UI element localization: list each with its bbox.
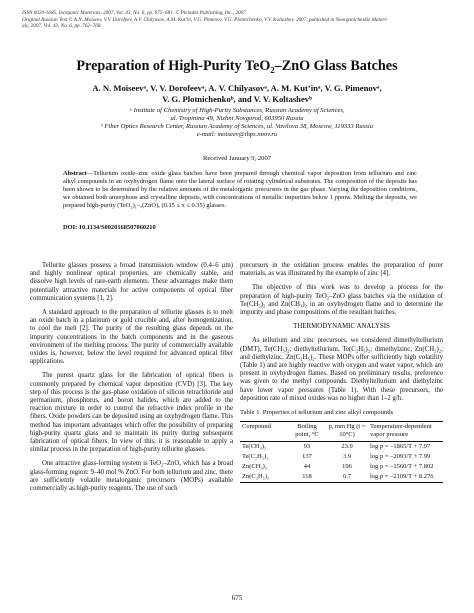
right-column [240, 262, 443, 483]
abstract-label: Abstract [63, 170, 87, 177]
header-pressure: p, mm Hg (t = 10°C) [326, 422, 368, 441]
page-number: 675 [231, 594, 243, 602]
cell-pressure: 23.9 [341, 442, 353, 450]
cell-boiling-point: 44 [303, 463, 311, 471]
cell-compound: Zn(CH₃)₂ [242, 463, 268, 471]
cell-boiling-point: 137 [302, 452, 312, 460]
left-paragraph-1: Tellurite glasses possess a broad transmission window (0.4–6 μm) and highly nonlinear optical properties, are chemically stable, and dissolve high levels of rare-earth elements. These advantages make them potentially attractive materials for active components of optical fiber communication systems [1, 2]. [30, 262, 233, 302]
authors-line-1: A. N. Moiseevᵃ, V. V. Dorofeevᵃ, A. V. Chilyasovᵃ, A. M. Kut’inᵃ, V. G. Pimenovᵃ, [92, 83, 382, 93]
author-list [20, 83, 454, 105]
header-line-1: ISSN 0020-1685, Inorganic Materials, 2007, Vol. 43, No. 6, pp. 675–681. © Pleiades Publishing, Inc., 2007 [22, 10, 246, 16]
journal-header [22, 10, 454, 30]
right-paragraph-2: The objective of this work was to develop a process for the preparation of high-purity TeO₂–ZnO glass batches via the oxidation of Te(CH₃)₂ and Zn(CH₃)₂ in an oxyhydrogen flame and to determine the impurity and phase compositions of the resultant batches. [240, 284, 443, 317]
affiliations [20, 107, 454, 139]
left-paragraph-3: The purest quartz glass for the fabrication of optical fibers is commonly prepared by chemical vapor deposition (CVD) [3]. The key step of this process is the gas-phase oxidation of silicon tetrachloride and germanium, phosphorus, and boron halides, which are added to the reaction mixture in order to control the refractive index profile in the fibers. Oxide powders can be deposited using an oxyhydrogen flame. This method has important advantages which offer the possibility of preparing high-purity quartz glass and to maintain its purity during subsequent fabrication of optical fibers. In view of this, it is reasonable to apply a similar process in the preparation of high-purity tellurite glasses. [30, 372, 233, 454]
table-row [240, 452, 443, 462]
table-caption: Table 1. Properties of tellurium and zinc alkyl compounds [240, 409, 394, 417]
abstract-text: —Tellurium oxide–zinc oxide glass batches have been prepared through chemical vapor deposition from tellurium and zinc alkyl compounds in an oxyhydrogen flame onto the lateral surface of rotating cylindrical substrates. The composition of the deposits has been shown to be determined by the relative amounts of the metalorganic precursors in the gas phase. Varying the deposition conditions, we obtained both amorphous and crystalline deposits, with concentrations of metallic impurities below 1 ppmw. Melting the deposits, we prepared high-purity (TeO₂)₁₋ₓ(ZnO)ₓ (0.15 ≤ x ≤ 0.35) glasses. [63, 170, 417, 209]
cell-vapor-pressure: log p = –2093/T + 7.99 [370, 452, 431, 460]
table-row [240, 462, 443, 472]
affiliation-a-line-2: ul. Tropinina 49, Nizhni Novgorod, 603950 Russia [170, 115, 304, 122]
cell-pressure: 196 [342, 463, 352, 471]
affiliation-b: ᵇ Fiber Optics Research Center, Russian Academy of Sciences, ul. Vavilova 38, Moscow, 119333 Russia [100, 123, 373, 130]
authors-line-2: V. G. Plotnichenkoᵇ, and V. V. Koltashevᵇ [162, 94, 312, 104]
left-paragraph-4: One attractive glass-forming system is TeO₂–ZnO, which has a broad glass-forming region: 9–40 mol % ZnO. For both tellurium and zinc, there are sufficiently volatile metalorganic precursors (MOPs) available commercially as high-purity reagents. The use of such [30, 460, 233, 493]
contact-email[interactable]: e-mail: moiseev@ihps.nnov.ru [196, 131, 278, 138]
properties-table [240, 421, 443, 483]
cell-compound: Zn(C₂H₅)₂ [240, 472, 288, 483]
abstract [63, 170, 417, 210]
right-paragraph-1: precursors in the oxidation process enables the preparation of purer materials, as was illustrated by the example of zinc [4]. [240, 262, 443, 278]
header-line-3: aly, 2007, Vol. 43, No. 6, pp. 762–768. [22, 23, 102, 29]
received-date: Received January 9, 2007 [202, 155, 272, 162]
affiliation-a-line-1: ᵃ Institute of Chemistry of High-Purity Substances, Russian Academy of Sciences, [129, 107, 345, 114]
cell-compound: Te(CH₃)₂ [242, 442, 267, 450]
left-column [30, 262, 233, 499]
cell-vapor-pressure: log p = –1865/T + 7.97 [370, 442, 431, 450]
left-paragraph-2: A standard approach to the preparation of tellurite glasses is to melt an oxide batch in a platinum or gold crucible and, after homogenization, to cool the melt [2]. The purity of the resulting glass depends on the impurity concentrations in the batch components and in the gaseous environment of the melting process. The purity of commercially available oxides is, however, below the level required for advanced optical fiber applications. [30, 309, 233, 366]
table-header-row [240, 422, 443, 441]
table-row [240, 472, 443, 483]
paper-title: Preparation of High-Purity TeO₂–ZnO Glass Batches [76, 58, 398, 74]
header-boiling-point: Boiling point, °C [288, 422, 326, 441]
cell-pressure: 3.9 [342, 452, 352, 460]
table-row [240, 441, 443, 452]
header-compound: Compound [240, 422, 288, 441]
doi[interactable]: DOI: 10.1134/S0020168507060210 [63, 224, 156, 231]
section-heading: THERMODYNAMIC ANALYSIS [293, 323, 390, 331]
cell-vapor-pressure: log p = –1560/T + 7.802 [370, 463, 434, 471]
right-paragraph-3: As tellurium and zinc precursors, we considered dimethyltellurium (DMT), Te(CH₃)₂; diethyltellurium, Te(C₂H₅)₂; dimethylzinc, Zn(CH₃)₂; and diethylzinc, Zn(C₂H₅)₂. These MOPs offer sufficiently high volatility (Table 1) and are highly reactive with oxygen and water vapor, which are present in oxyhydrogen flames. Based on preliminary results, preference was given to the methyl compounds. Diethyltellurium and diethylzinc have lower vapor pressures (Table 1). With these precursors, the deposition rate of mixed oxides was no higher than 1–2 g/h. [240, 337, 443, 402]
cell-boiling-point: 118 [288, 472, 326, 483]
header-vapor-pressure: Temperature-dependent vapor pressure [368, 422, 443, 441]
cell-vapor-pressure: log p = –2109/T + 8.276 [368, 472, 443, 483]
cell-compound: Te(C₂H₅)₂ [242, 452, 269, 460]
header-line-2: Original Russian Text © A.N. Moiseev, V.V. Dorofeev, A.V. Chilyasov, A.M. Kut’in, V.G. Pimenov, V.G. Plotnichenko, V.V. Koltashev, 2007, published in Neorganicheskie Materi- [22, 16, 388, 23]
cell-pressure: 6.7 [326, 472, 368, 483]
cell-boiling-point: 93 [303, 442, 311, 450]
